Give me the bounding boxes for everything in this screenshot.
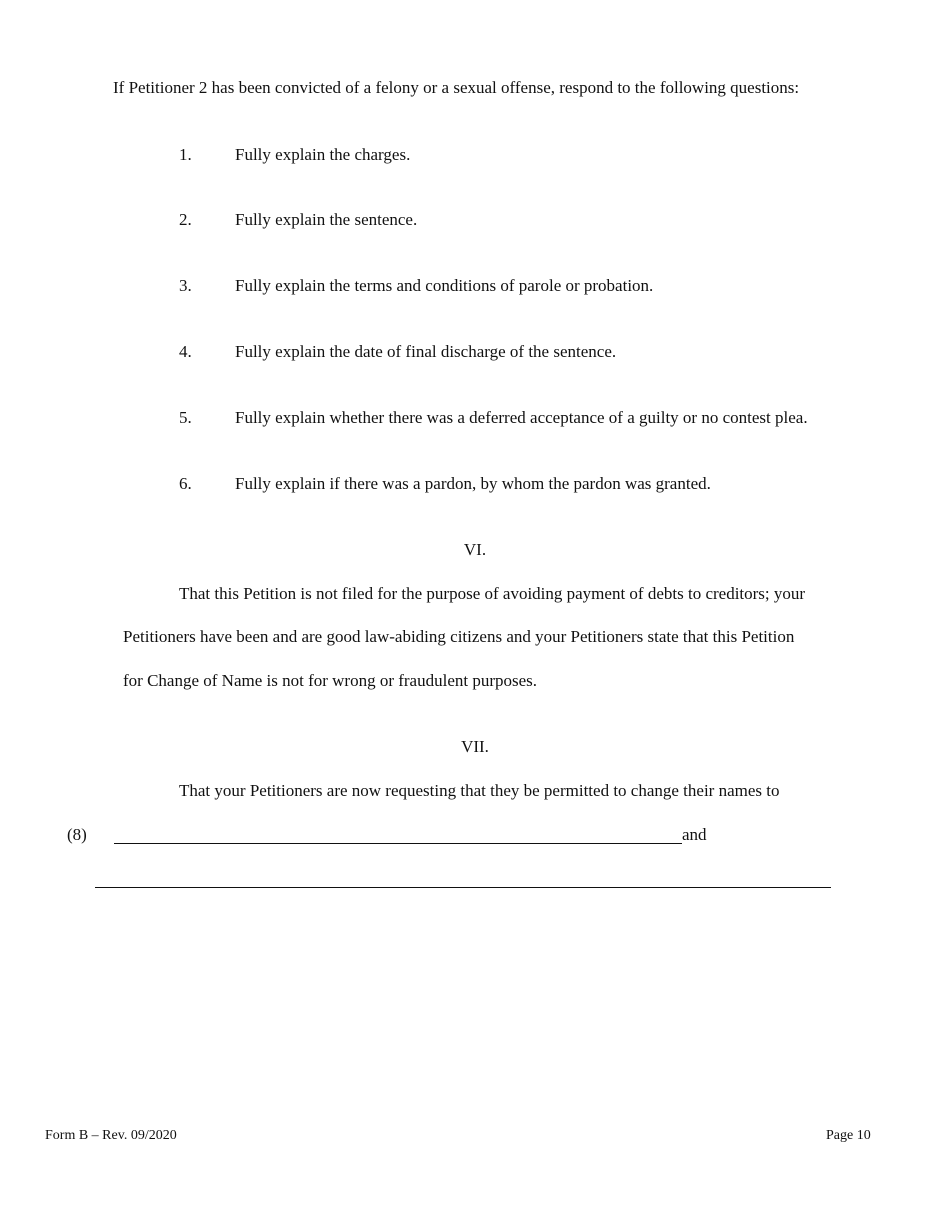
question-text: Fully explain if there was a pardon, by whom the pardon was granted.	[235, 474, 711, 493]
field-marker: (8)	[67, 825, 87, 844]
question-text: Fully explain the charges.	[235, 145, 411, 164]
section-vi-line: for Change of Name is not for wrong or fraudulent purposes.	[123, 671, 538, 690]
section-vii-heading: VII.	[461, 737, 489, 756]
question-text: Fully explain the terms and conditions of parole or probation.	[235, 276, 654, 295]
section-vii-line: That your Petitioners are now requesting that they be permitted to change their names to	[179, 781, 780, 800]
question-text: Fully explain the sentence.	[235, 210, 418, 229]
question-text: Fully explain whether there was a deferred acceptance of a guilty or no contest plea.	[235, 408, 808, 427]
question-number: 3.	[179, 276, 192, 295]
form-revision: Form B – Rev. 09/2020	[45, 1128, 177, 1143]
new-name-blank-2[interactable]	[95, 887, 831, 888]
question-number: 4.	[179, 342, 192, 361]
new-name-blank-1[interactable]	[114, 843, 682, 844]
page-number: Page 10	[826, 1128, 871, 1143]
question-number: 5.	[179, 408, 192, 427]
section-vi-heading: VI.	[463, 540, 487, 559]
section-vi-line: That this Petition is not filed for the purpose of avoiding payment of debts to creditors; your	[179, 584, 806, 603]
intro-text: If Petitioner 2 has been convicted of a felony or a sexual offense, respond to the following questions:	[113, 78, 800, 97]
and-label: and	[682, 825, 707, 844]
question-number: 1.	[179, 145, 192, 164]
question-number: 2.	[179, 210, 192, 229]
section-vi-line: Petitioners have been and are good law-abiding citizens and your Petitioners state that this Petition	[123, 627, 795, 646]
question-text: Fully explain the date of final discharge of the sentence.	[235, 342, 617, 361]
question-number: 6.	[179, 474, 192, 493]
